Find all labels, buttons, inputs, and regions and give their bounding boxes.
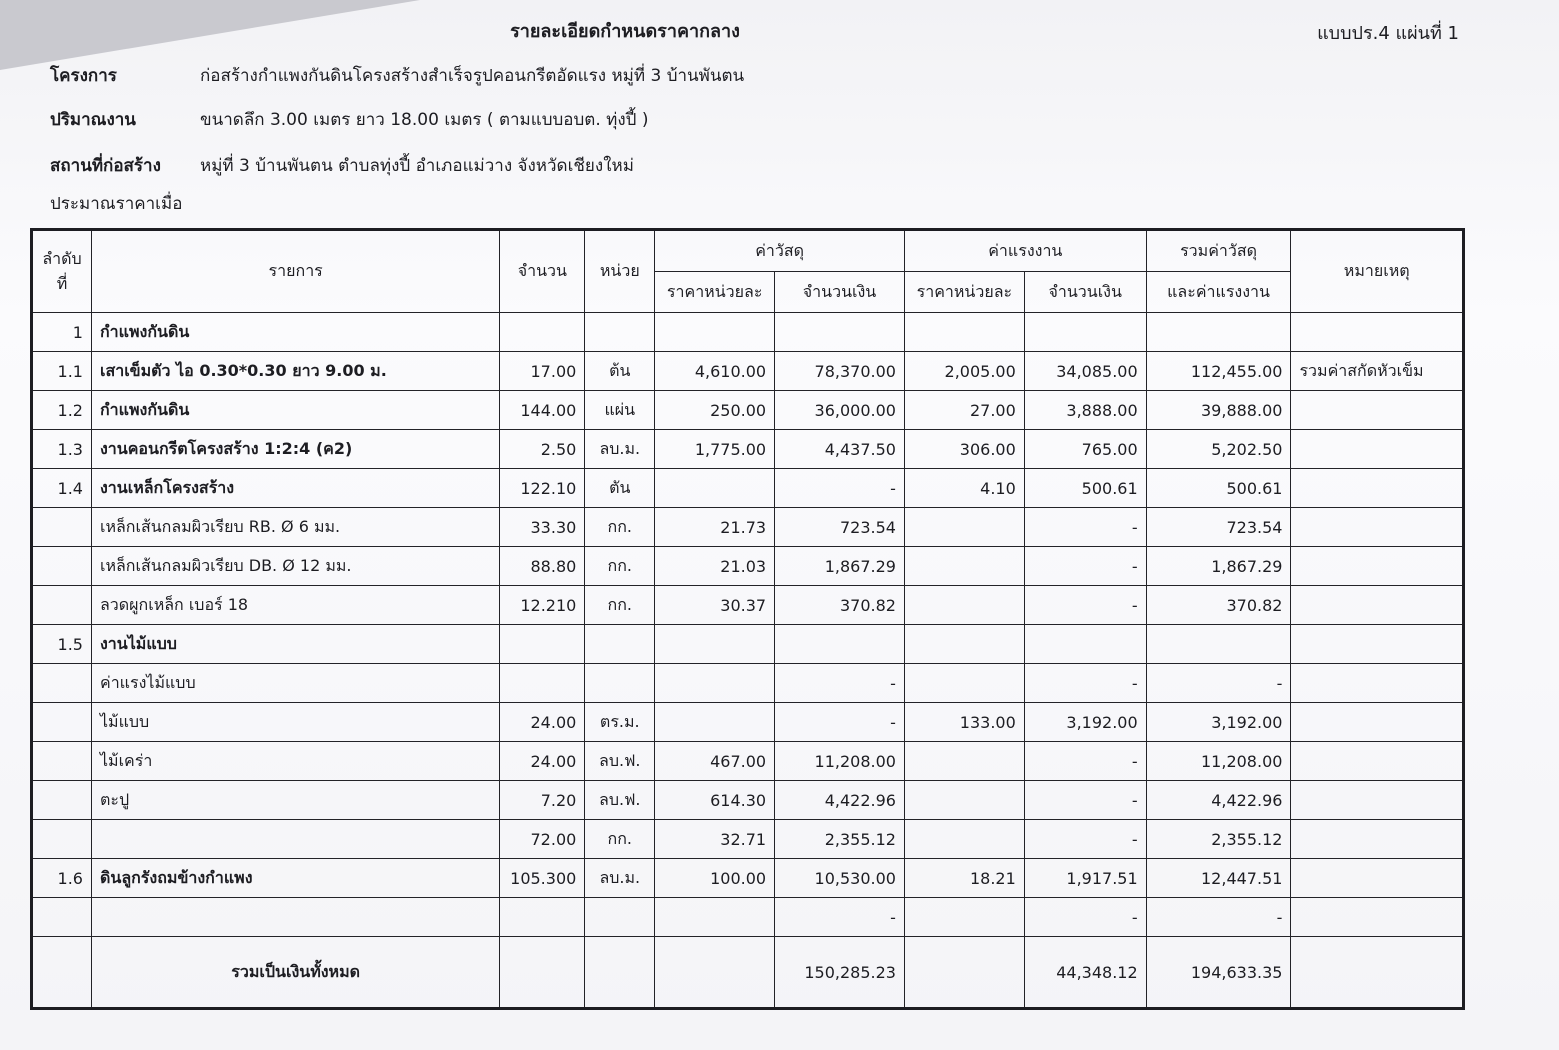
cell-mat-up bbox=[655, 469, 775, 508]
cell-item: เหล็กเส้นกลมผิวเรียบ DB. Ø 12 มม. bbox=[91, 547, 499, 586]
cell-remark bbox=[1291, 508, 1464, 547]
cell-lab-up: 2,005.00 bbox=[904, 352, 1024, 391]
location-value: หมู่ที่ 3 บ้านพันตน ตำบลทุ่งปี้ อำเภอแม่วาง จังหวัดเชียงใหม่ bbox=[200, 156, 634, 176]
cell-no bbox=[32, 742, 92, 781]
cell-mat-amt: 10,530.00 bbox=[775, 859, 905, 898]
cell-lab-amt: 765.00 bbox=[1024, 430, 1146, 469]
cell-mat-up: 250.00 bbox=[655, 391, 775, 430]
cell-remark bbox=[1291, 859, 1464, 898]
cell-mat-up: 614.30 bbox=[655, 781, 775, 820]
cell-qty: 17.00 bbox=[500, 352, 585, 391]
location-line bbox=[50, 152, 634, 179]
cell-lab-up bbox=[904, 820, 1024, 859]
grand-total: 194,633.35 bbox=[1146, 937, 1291, 1009]
cell-remark bbox=[1291, 430, 1464, 469]
cell-item: งานคอนกรีตโครงสร้าง 1:2:4 (ค2) bbox=[91, 430, 499, 469]
cell-remark bbox=[1291, 742, 1464, 781]
cell-mat-up: 467.00 bbox=[655, 742, 775, 781]
cell-mat-up bbox=[655, 625, 775, 664]
col-item: รายการ bbox=[91, 230, 499, 313]
cell-qty: 105.300 bbox=[500, 859, 585, 898]
cell-total: 112,455.00 bbox=[1146, 352, 1291, 391]
cell-mat-up: 4,610.00 bbox=[655, 352, 775, 391]
cell-no bbox=[32, 781, 92, 820]
cell-unit bbox=[585, 625, 655, 664]
cell-lab-up bbox=[904, 898, 1024, 937]
project-value: ก่อสร้างกำแพงกันดินโครงสร้างสำเร็จรูปคอนกรีตอัดแรง หมู่ที่ 3 บ้านพันตน bbox=[200, 66, 745, 86]
cell-remark: รวมค่าสกัดหัวเข็ม bbox=[1291, 352, 1464, 391]
quantity-line bbox=[50, 106, 648, 133]
cell-remark bbox=[1291, 820, 1464, 859]
cell-unit: ลบ.ฟ. bbox=[585, 781, 655, 820]
cell-qty bbox=[500, 625, 585, 664]
cell-qty bbox=[500, 664, 585, 703]
cell-mat-amt: 2,355.12 bbox=[775, 820, 905, 859]
cell-mat-up: 32.71 bbox=[655, 820, 775, 859]
cell-mat-up bbox=[655, 664, 775, 703]
cell-total: 12,447.51 bbox=[1146, 859, 1291, 898]
table-row bbox=[32, 469, 1464, 508]
cell-remark bbox=[1291, 586, 1464, 625]
table-row bbox=[32, 859, 1464, 898]
cell-qty bbox=[500, 313, 585, 352]
table-row bbox=[32, 781, 1464, 820]
cell-lab-up bbox=[904, 508, 1024, 547]
price-table bbox=[30, 228, 1465, 1010]
cell-item: ไม้แบบ bbox=[91, 703, 499, 742]
estimate-label: ประมาณราคาเมื่อ bbox=[50, 194, 183, 214]
cell-lab-up: 27.00 bbox=[904, 391, 1024, 430]
quantity-value: ขนาดลึก 3.00 เมตร ยาว 18.00 เมตร ( ตามแบบอบต. ทุ่งปี้ ) bbox=[200, 110, 649, 130]
cell-unit: ต้น bbox=[585, 352, 655, 391]
cell-remark bbox=[1291, 547, 1464, 586]
cell-lab-amt: - bbox=[1024, 781, 1146, 820]
material-total: 150,285.23 bbox=[775, 937, 905, 1009]
table-row bbox=[32, 820, 1464, 859]
col-labor-amount: จำนวนเงิน bbox=[1024, 272, 1146, 313]
cell-no bbox=[32, 703, 92, 742]
cell-no bbox=[32, 898, 92, 937]
cell-lab-up: 18.21 bbox=[904, 859, 1024, 898]
cell-lab-up: 4.10 bbox=[904, 469, 1024, 508]
cell-unit bbox=[585, 664, 655, 703]
cell-qty: 122.10 bbox=[500, 469, 585, 508]
cell-qty: 88.80 bbox=[500, 547, 585, 586]
cell-unit bbox=[585, 313, 655, 352]
document-title: รายละเอียดกำหนดราคากลาง bbox=[510, 21, 740, 42]
total-mat-up-cell bbox=[655, 937, 775, 1009]
cell-lab-amt: 500.61 bbox=[1024, 469, 1146, 508]
cell-item: เหล็กเส้นกลมผิวเรียบ RB. Ø 6 มม. bbox=[91, 508, 499, 547]
cell-qty: 12.210 bbox=[500, 586, 585, 625]
cell-no bbox=[32, 664, 92, 703]
cell-mat-up bbox=[655, 703, 775, 742]
cell-total bbox=[1146, 625, 1291, 664]
cell-mat-amt: 4,437.50 bbox=[775, 430, 905, 469]
total-row bbox=[32, 937, 1464, 1009]
cell-lab-up bbox=[904, 586, 1024, 625]
cell-item: งานไม้แบบ bbox=[91, 625, 499, 664]
cell-no: 1.4 bbox=[32, 469, 92, 508]
cell-lab-amt: - bbox=[1024, 898, 1146, 937]
cell-total: - bbox=[1146, 664, 1291, 703]
table-row bbox=[32, 430, 1464, 469]
total-remark-cell bbox=[1291, 937, 1464, 1009]
cell-lab-amt: - bbox=[1024, 508, 1146, 547]
cell-remark bbox=[1291, 781, 1464, 820]
cell-mat-amt: 723.54 bbox=[775, 508, 905, 547]
total-lab-up-cell bbox=[904, 937, 1024, 1009]
cell-no: 1.5 bbox=[32, 625, 92, 664]
cell-unit: แผ่น bbox=[585, 391, 655, 430]
cell-mat-amt: - bbox=[775, 898, 905, 937]
cell-mat-amt: - bbox=[775, 664, 905, 703]
cell-lab-amt: - bbox=[1024, 742, 1146, 781]
table-row bbox=[32, 703, 1464, 742]
cell-lab-up bbox=[904, 547, 1024, 586]
cell-lab-amt: 3,192.00 bbox=[1024, 703, 1146, 742]
cell-qty bbox=[500, 898, 585, 937]
cell-item: ลวดผูกเหล็ก เบอร์ 18 bbox=[91, 586, 499, 625]
cell-no: 1 bbox=[32, 313, 92, 352]
cell-mat-up: 1,775.00 bbox=[655, 430, 775, 469]
total-qty-cell bbox=[500, 937, 585, 1009]
cell-total: 723.54 bbox=[1146, 508, 1291, 547]
table-row bbox=[32, 742, 1464, 781]
cell-lab-amt: - bbox=[1024, 820, 1146, 859]
cell-total: 4,422.96 bbox=[1146, 781, 1291, 820]
cell-remark bbox=[1291, 625, 1464, 664]
cell-unit: ลบ.ฟ. bbox=[585, 742, 655, 781]
cell-qty: 33.30 bbox=[500, 508, 585, 547]
cell-no: 1.1 bbox=[32, 352, 92, 391]
cell-mat-amt: 370.82 bbox=[775, 586, 905, 625]
cell-item: ดินลูกรังถมข้างกำแพง bbox=[91, 859, 499, 898]
cell-lab-amt bbox=[1024, 625, 1146, 664]
cell-no: 1.6 bbox=[32, 859, 92, 898]
cell-remark bbox=[1291, 703, 1464, 742]
cell-lab-up: 133.00 bbox=[904, 703, 1024, 742]
total-no-cell bbox=[32, 937, 92, 1009]
cell-lab-up bbox=[904, 313, 1024, 352]
project-line bbox=[50, 62, 744, 89]
col-qty: จำนวน bbox=[500, 230, 585, 313]
cell-total bbox=[1146, 313, 1291, 352]
cell-no bbox=[32, 508, 92, 547]
cell-item: งานเหล็กโครงสร้าง bbox=[91, 469, 499, 508]
cell-unit: ลบ.ม. bbox=[585, 430, 655, 469]
col-no: ลำดับที่ bbox=[32, 230, 92, 313]
cell-lab-amt: 34,085.00 bbox=[1024, 352, 1146, 391]
cell-total: - bbox=[1146, 898, 1291, 937]
cell-mat-amt: 1,867.29 bbox=[775, 547, 905, 586]
col-total-top: รวมค่าวัสดุ bbox=[1146, 230, 1291, 272]
cell-mat-amt: 78,370.00 bbox=[775, 352, 905, 391]
cell-mat-up: 30.37 bbox=[655, 586, 775, 625]
quantity-label: ปริมาณงาน bbox=[50, 110, 136, 130]
cell-lab-up bbox=[904, 664, 1024, 703]
cell-unit: ตร.ม. bbox=[585, 703, 655, 742]
cell-lab-amt: 1,917.51 bbox=[1024, 859, 1146, 898]
cell-remark bbox=[1291, 313, 1464, 352]
cell-lab-amt bbox=[1024, 313, 1146, 352]
table-row bbox=[32, 352, 1464, 391]
cell-mat-amt: 36,000.00 bbox=[775, 391, 905, 430]
cell-unit: กก. bbox=[585, 586, 655, 625]
col-material-unit-price: ราคาหน่วยละ bbox=[655, 272, 775, 313]
cell-mat-amt: 11,208.00 bbox=[775, 742, 905, 781]
table-row bbox=[32, 586, 1464, 625]
cell-mat-amt bbox=[775, 625, 905, 664]
cell-qty: 144.00 bbox=[500, 391, 585, 430]
cell-item: ตะปู bbox=[91, 781, 499, 820]
total-label: รวมเป็นเงินทั้งหมด bbox=[91, 937, 499, 1009]
cell-lab-amt: - bbox=[1024, 586, 1146, 625]
cell-total: 3,192.00 bbox=[1146, 703, 1291, 742]
cell-total: 500.61 bbox=[1146, 469, 1291, 508]
cell-lab-amt: - bbox=[1024, 664, 1146, 703]
location-label: สถานที่ก่อสร้าง bbox=[50, 156, 161, 176]
table-row bbox=[32, 313, 1464, 352]
table-row bbox=[32, 547, 1464, 586]
cell-remark bbox=[1291, 391, 1464, 430]
project-label: โครงการ bbox=[50, 66, 117, 86]
col-material: ค่าวัสดุ bbox=[655, 230, 905, 272]
table-row bbox=[32, 664, 1464, 703]
cell-qty: 72.00 bbox=[500, 820, 585, 859]
cell-unit: กก. bbox=[585, 508, 655, 547]
cell-mat-amt: - bbox=[775, 703, 905, 742]
cell-unit bbox=[585, 898, 655, 937]
cell-no bbox=[32, 547, 92, 586]
col-unit: หน่วย bbox=[585, 230, 655, 313]
cell-total: 370.82 bbox=[1146, 586, 1291, 625]
cell-mat-up: 21.73 bbox=[655, 508, 775, 547]
form-code: แบบปร.4 แผ่นที่ 1 bbox=[1317, 23, 1459, 44]
cell-item: เสาเข็มตัว ไอ 0.30*0.30 ยาว 9.00 ม. bbox=[91, 352, 499, 391]
cell-lab-up: 306.00 bbox=[904, 430, 1024, 469]
col-labor-unit-price: ราคาหน่วยละ bbox=[904, 272, 1024, 313]
total-unit-cell bbox=[585, 937, 655, 1009]
cell-qty: 2.50 bbox=[500, 430, 585, 469]
cell-remark bbox=[1291, 664, 1464, 703]
cell-total: 1,867.29 bbox=[1146, 547, 1291, 586]
cell-total: 11,208.00 bbox=[1146, 742, 1291, 781]
cell-qty: 7.20 bbox=[500, 781, 585, 820]
cell-unit: ตัน bbox=[585, 469, 655, 508]
cell-item: กำแพงกันดิน bbox=[91, 391, 499, 430]
col-remark: หมายเหตุ bbox=[1291, 230, 1464, 313]
cell-unit: ลบ.ม. bbox=[585, 859, 655, 898]
cell-no: 1.3 bbox=[32, 430, 92, 469]
cell-mat-up: 100.00 bbox=[655, 859, 775, 898]
cell-no: 1.2 bbox=[32, 391, 92, 430]
labor-total: 44,348.12 bbox=[1024, 937, 1146, 1009]
cell-unit: กก. bbox=[585, 547, 655, 586]
cell-lab-up bbox=[904, 742, 1024, 781]
cell-item: ไม้เคร่า bbox=[91, 742, 499, 781]
cell-lab-amt: - bbox=[1024, 547, 1146, 586]
table-row bbox=[32, 508, 1464, 547]
cell-mat-amt bbox=[775, 313, 905, 352]
cell-item bbox=[91, 898, 499, 937]
cell-mat-up bbox=[655, 898, 775, 937]
cell-lab-amt: 3,888.00 bbox=[1024, 391, 1146, 430]
cell-total: 39,888.00 bbox=[1146, 391, 1291, 430]
cell-remark bbox=[1291, 898, 1464, 937]
cell-mat-amt: - bbox=[775, 469, 905, 508]
cell-lab-up bbox=[904, 625, 1024, 664]
cell-no bbox=[32, 586, 92, 625]
cell-mat-up bbox=[655, 313, 775, 352]
cell-qty: 24.00 bbox=[500, 742, 585, 781]
cell-item: ค่าแรงไม้แบบ bbox=[91, 664, 499, 703]
table-row bbox=[32, 391, 1464, 430]
cell-unit: กก. bbox=[585, 820, 655, 859]
cell-lab-up bbox=[904, 781, 1024, 820]
cell-mat-up: 21.03 bbox=[655, 547, 775, 586]
cell-qty: 24.00 bbox=[500, 703, 585, 742]
cell-total: 5,202.50 bbox=[1146, 430, 1291, 469]
table-row bbox=[32, 898, 1464, 937]
col-material-amount: จำนวนเงิน bbox=[775, 272, 905, 313]
cell-no bbox=[32, 820, 92, 859]
cell-mat-amt: 4,422.96 bbox=[775, 781, 905, 820]
estimate-line bbox=[50, 190, 182, 217]
cell-total: 2,355.12 bbox=[1146, 820, 1291, 859]
header-row-1 bbox=[32, 230, 1464, 272]
col-labor: ค่าแรงงาน bbox=[904, 230, 1146, 272]
col-total-bottom: และค่าแรงงาน bbox=[1146, 272, 1291, 313]
cell-item bbox=[91, 820, 499, 859]
cell-remark bbox=[1291, 469, 1464, 508]
cell-item: กำแพงกันดิน bbox=[91, 313, 499, 352]
table-row bbox=[32, 625, 1464, 664]
